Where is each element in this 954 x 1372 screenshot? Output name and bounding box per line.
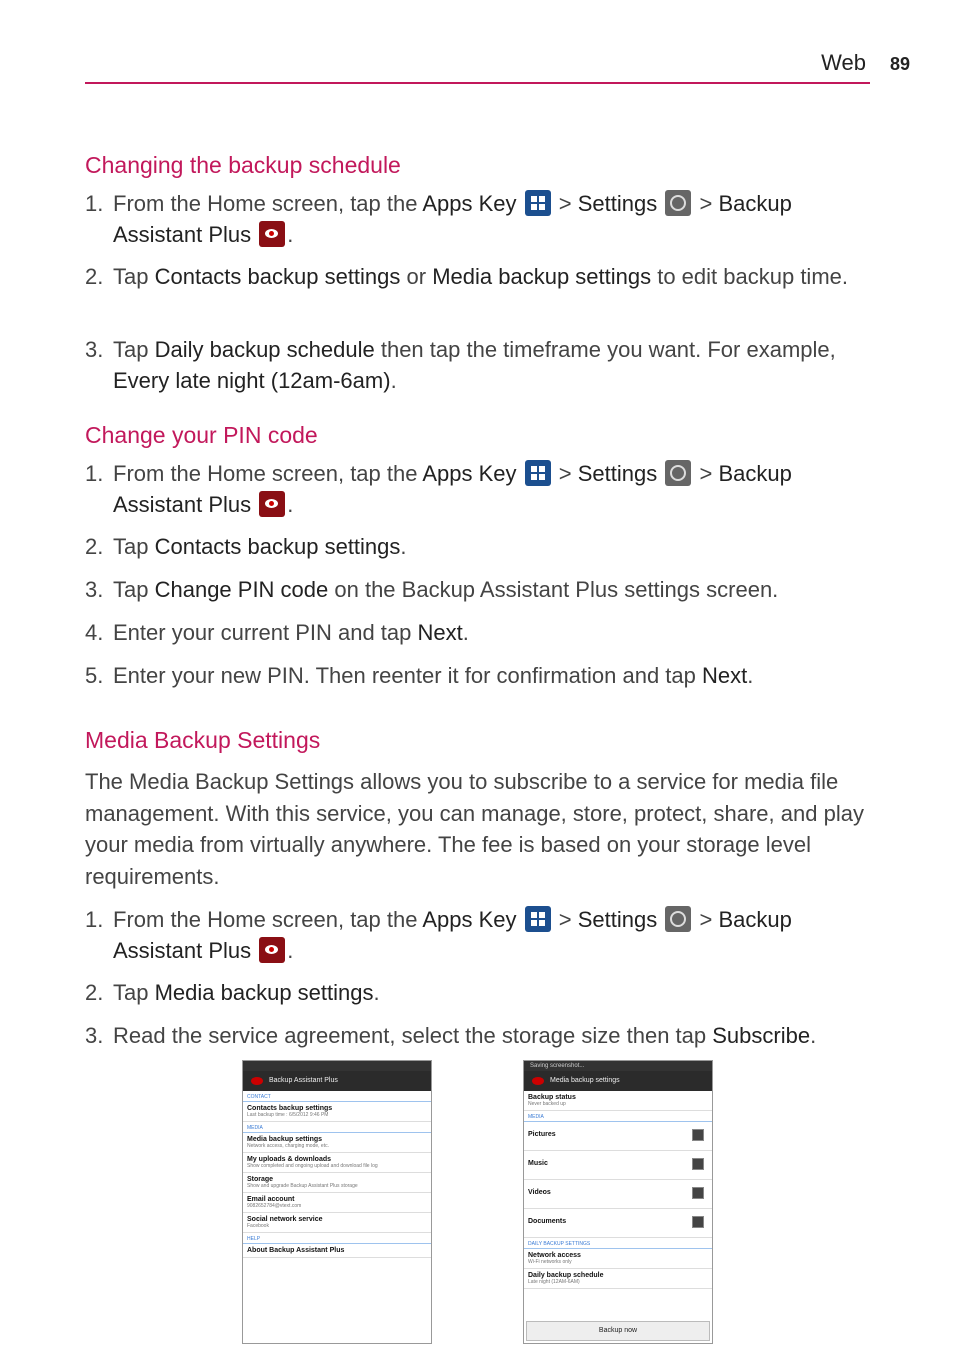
screen-title: Media backup settings [550, 1077, 620, 1084]
item-subtitle: Last backup time : 6/5/2012 9:46 PM [247, 1112, 329, 1118]
backup-assistant-icon [259, 221, 285, 247]
list-item[interactable] [524, 1269, 712, 1289]
separator: > [552, 907, 578, 932]
separator: > [552, 191, 578, 216]
step-number: 4. [85, 620, 104, 645]
page-number: 89 [890, 54, 911, 74]
backup-now-button[interactable]: Backup now [526, 1321, 710, 1341]
bold-term: Subscribe [712, 1023, 811, 1048]
step-text: Enter your current PIN and tap [113, 620, 418, 645]
item-subtitle: Show and upgrade Backup Assistant Plus storage [247, 1183, 358, 1189]
step-text: to edit backup time. [651, 264, 848, 289]
list-item[interactable] [524, 1151, 712, 1180]
bold-term: Contacts backup settings [154, 534, 401, 559]
step-text: . [810, 1023, 817, 1048]
step-number: 2. [85, 264, 104, 289]
item-subtitle: Never backed up [528, 1101, 566, 1107]
item-subtitle: Network access, charging mode, etc. [247, 1143, 329, 1149]
step-number: 5. [85, 663, 104, 688]
separator: > [693, 907, 719, 932]
list-item[interactable] [243, 1153, 431, 1173]
checkbox-checked-icon[interactable] [692, 1129, 704, 1141]
bold-term: Next [702, 663, 748, 688]
period: . [287, 222, 294, 247]
bold-term: Contacts backup settings [154, 264, 401, 289]
item-title: Music [528, 1160, 548, 1167]
title-bar [524, 1071, 712, 1091]
backup-assistant-label: Backup Assistant Plus [113, 191, 792, 247]
list-item[interactable] [243, 1173, 431, 1193]
step-number: 3. [85, 337, 104, 362]
apps-key-label: Apps Key [422, 461, 517, 486]
section-header: MEDIA [243, 1122, 431, 1133]
step-number: 2. [85, 534, 104, 559]
sec3-step-1 [85, 904, 885, 966]
bold-term: Every late night (12am-6am) [113, 368, 391, 393]
step-number: 3. [85, 577, 104, 602]
sec2-step-1 [85, 458, 885, 520]
heading-media-backup-settings: Media Backup Settings [85, 727, 321, 753]
apps-key-label: Apps Key [422, 907, 517, 932]
item-subtitle: 9082652784@vtext.com [247, 1203, 302, 1209]
step-text: then tap the timeframe you want. For example, [374, 337, 836, 362]
backup-assistant-icon [259, 491, 285, 517]
item-title: Network access [528, 1252, 581, 1259]
apps-key-icon [525, 460, 551, 486]
section-header: CONTACT [243, 1091, 431, 1102]
checkbox-checked-icon[interactable] [692, 1216, 704, 1228]
step-text: or [400, 264, 433, 289]
step-text: Read the service agreement, select the storage size then tap [113, 1023, 713, 1048]
list-item[interactable] [243, 1133, 431, 1153]
settings-gear-icon [665, 460, 691, 486]
item-title: Documents [528, 1218, 567, 1225]
step-text: . [390, 368, 397, 393]
settings-gear-icon [665, 190, 691, 216]
heading-change-pin-code: Change your PIN code [85, 422, 318, 448]
checkbox-checked-icon[interactable] [692, 1158, 704, 1170]
sec3-step-3 [85, 1020, 885, 1051]
sec1-step-2 [85, 261, 885, 292]
item-title: Storage [247, 1176, 274, 1183]
backup-assistant-label: Backup Assistant Plus [113, 907, 792, 963]
item-subtitle: Show completed and ongoing upload and download file log [247, 1163, 378, 1169]
bold-term: Daily backup schedule [154, 337, 375, 362]
settings-label: Settings [577, 191, 658, 216]
step-text: From the Home screen, tap the [113, 907, 423, 932]
step-number: 3. [85, 1023, 104, 1048]
step-text: Tap [113, 980, 155, 1005]
list-item[interactable] [524, 1180, 712, 1209]
section-header: DAILY BACKUP SETTINGS [524, 1238, 712, 1249]
sec1-step-1 [85, 188, 885, 250]
section-header: MEDIA [524, 1111, 712, 1122]
list-item[interactable] [243, 1102, 431, 1122]
backup-assistant-label: Backup Assistant Plus [113, 461, 792, 517]
list-item[interactable] [243, 1244, 431, 1258]
list-item[interactable] [524, 1249, 712, 1269]
item-subtitle: Wi-Fi networks only [528, 1259, 572, 1265]
step-text: . [400, 534, 407, 559]
item-title: Pictures [528, 1131, 556, 1138]
app-logo-icon [251, 1077, 263, 1085]
item-title: Social network service [247, 1216, 323, 1223]
apps-key-label: Apps Key [422, 191, 517, 216]
period: . [287, 938, 294, 963]
step-text: . [462, 620, 469, 645]
step-number: 1. [85, 907, 104, 932]
bold-term: Media backup settings [432, 264, 652, 289]
sec1-step-3 [85, 334, 885, 396]
screenshot-media-backup-settings [523, 1060, 713, 1344]
sec2-step-5 [85, 660, 885, 691]
settings-label: Settings [577, 907, 658, 932]
step-number: 1. [85, 461, 104, 486]
step-text: Tap [113, 534, 155, 559]
list-item[interactable] [524, 1209, 712, 1238]
step-number: 2. [85, 980, 104, 1005]
item-title: My uploads & downloads [247, 1156, 332, 1163]
step-text: Tap [113, 264, 155, 289]
checkbox-checked-icon[interactable] [692, 1187, 704, 1199]
apps-key-icon [525, 906, 551, 932]
list-item[interactable] [243, 1213, 431, 1233]
step-text: Tap [113, 337, 155, 362]
item-title: Email account [247, 1196, 295, 1203]
item-subtitle: Late night (12AM-6AM) [528, 1279, 580, 1285]
period: . [287, 492, 294, 517]
sec2-step-4 [85, 617, 885, 648]
list-item[interactable] [243, 1193, 431, 1213]
status-bar: Saving screenshot... [524, 1061, 712, 1071]
step-text: . [373, 980, 380, 1005]
step-number: 1. [85, 191, 104, 216]
item-title: Backup status [528, 1094, 576, 1101]
title-bar [243, 1071, 431, 1091]
item-title: Daily backup schedule [528, 1272, 604, 1279]
media-backup-description: The Media Backup Settings allows you to subscribe to a service for media file management. With this service, you can manage, store, protect, share, and play your media from virtually anywhere. The fee is based on your storage level requirements. [85, 769, 864, 889]
section-header: HELP [243, 1233, 431, 1244]
bold-term: Media backup settings [154, 980, 374, 1005]
separator: > [693, 461, 719, 486]
sec2-step-2 [85, 531, 885, 562]
item-subtitle: Facebook [247, 1223, 269, 1229]
heading-changing-backup-schedule: Changing the backup schedule [85, 152, 401, 178]
step-text: . [747, 663, 754, 688]
step-text: Tap [113, 577, 155, 602]
page-header [85, 50, 870, 84]
item-title: Contacts backup settings [247, 1105, 333, 1112]
backup-assistant-icon [259, 937, 285, 963]
list-item[interactable] [524, 1091, 712, 1111]
settings-gear-icon [665, 906, 691, 932]
section-name: Web [821, 50, 866, 75]
separator: > [552, 461, 578, 486]
bold-term: Next [417, 620, 463, 645]
bold-term: Change PIN code [154, 577, 329, 602]
sec3-step-2 [85, 977, 885, 1008]
settings-label: Settings [577, 461, 658, 486]
item-title: About Backup Assistant Plus [247, 1247, 345, 1254]
step-text: From the Home screen, tap the [113, 461, 423, 486]
app-logo-icon [532, 1077, 544, 1085]
step-text: From the Home screen, tap the [113, 191, 423, 216]
separator: > [693, 191, 719, 216]
sec2-step-3 [85, 574, 885, 605]
screen-title: Backup Assistant Plus [269, 1077, 338, 1084]
status-bar [243, 1061, 431, 1071]
screenshot-backup-assistant-plus [242, 1060, 432, 1344]
step-text: Enter your new PIN. Then reenter it for confirmation and tap [113, 663, 703, 688]
step-text: on the Backup Assistant Plus settings screen. [328, 577, 779, 602]
apps-key-icon [525, 190, 551, 216]
item-title: Media backup settings [247, 1136, 323, 1143]
item-title: Videos [528, 1189, 551, 1196]
list-item[interactable] [524, 1122, 712, 1151]
